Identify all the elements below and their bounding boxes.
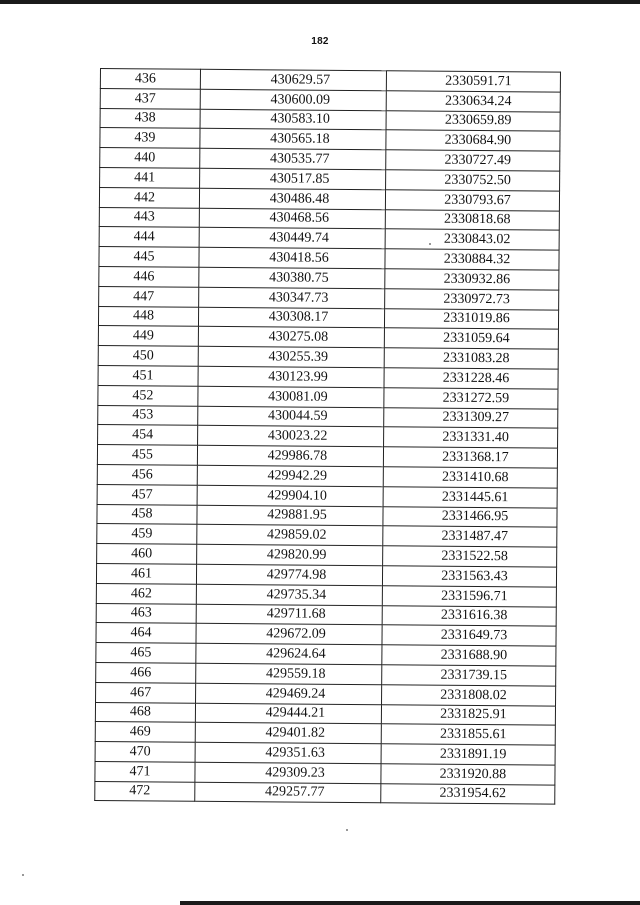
point-id-cell: 469	[95, 722, 195, 743]
x-coordinate-cell: 430468.56	[199, 208, 385, 229]
y-coordinate-cell: 2331019.86	[384, 308, 558, 329]
point-id-cell: 442	[99, 187, 199, 208]
x-coordinate-cell: 430347.73	[199, 287, 385, 308]
x-coordinate-cell: 429309.23	[195, 762, 381, 783]
point-id-cell: 462	[96, 583, 196, 604]
y-coordinate-cell: 2331445.61	[383, 486, 557, 507]
y-coordinate-cell: 2330818.68	[385, 209, 559, 230]
y-coordinate-cell: 2330884.32	[385, 249, 559, 270]
y-coordinate-cell: 2330634.24	[386, 91, 560, 112]
point-id-cell: 468	[95, 702, 195, 723]
point-id-cell: 471	[95, 761, 195, 782]
coordinate-table-container	[94, 68, 560, 805]
x-coordinate-cell: 430418.56	[199, 247, 385, 268]
x-coordinate-cell: 429401.82	[195, 723, 381, 744]
point-id-cell: 472	[95, 781, 195, 802]
point-id-cell: 451	[98, 365, 198, 386]
page-number: 182	[311, 36, 329, 47]
x-coordinate-cell: 430583.10	[200, 109, 386, 130]
y-coordinate-cell: 2330972.73	[385, 289, 559, 310]
y-coordinate-cell: 2331309.27	[384, 407, 558, 428]
point-id-cell: 450	[98, 346, 198, 367]
x-coordinate-cell: 430255.39	[198, 346, 384, 367]
point-id-cell: 437	[100, 88, 200, 109]
point-id-cell: 454	[98, 425, 198, 446]
point-id-cell: 447	[99, 286, 199, 307]
x-coordinate-cell: 430535.77	[200, 148, 386, 169]
x-coordinate-cell: 429859.02	[197, 525, 383, 546]
y-coordinate-cell: 2331272.59	[384, 387, 558, 408]
y-coordinate-cell: 2330752.50	[386, 170, 560, 191]
x-coordinate-cell: 429735.34	[196, 584, 382, 605]
scan-speck	[346, 829, 348, 831]
y-coordinate-cell: 2331808.02	[382, 684, 556, 705]
y-coordinate-cell: 2331487.47	[383, 526, 557, 547]
x-coordinate-cell: 429257.77	[195, 782, 381, 803]
y-coordinate-cell: 2331616.38	[382, 605, 556, 626]
y-coordinate-cell: 2331410.68	[383, 467, 557, 488]
point-id-cell: 463	[96, 603, 196, 624]
y-coordinate-cell: 2331688.90	[382, 645, 556, 666]
y-coordinate-cell: 2331059.64	[384, 328, 558, 349]
coordinate-table	[94, 68, 561, 805]
x-coordinate-cell: 429624.64	[196, 643, 382, 664]
y-coordinate-cell: 2331596.71	[382, 585, 556, 606]
x-coordinate-cell: 430023.22	[198, 426, 384, 447]
y-coordinate-cell: 2330843.02	[385, 229, 559, 250]
y-coordinate-cell: 2330684.90	[386, 130, 560, 151]
coordinate-table-body	[95, 69, 561, 805]
y-coordinate-cell: 2331649.73	[382, 625, 556, 646]
x-coordinate-cell: 429881.95	[197, 505, 383, 526]
y-coordinate-cell: 2331466.95	[383, 506, 557, 527]
x-coordinate-cell: 429904.10	[197, 485, 383, 506]
x-coordinate-cell: 429351.63	[195, 742, 381, 763]
y-coordinate-cell: 2331368.17	[383, 447, 557, 468]
y-coordinate-cell: 2331891.19	[381, 744, 555, 765]
x-coordinate-cell: 430123.99	[198, 366, 384, 387]
point-id-cell: 449	[98, 326, 198, 347]
point-id-cell: 455	[97, 445, 197, 466]
y-coordinate-cell: 2331563.43	[382, 566, 556, 587]
point-id-cell: 470	[95, 742, 195, 763]
x-coordinate-cell: 430275.08	[198, 327, 384, 348]
point-id-cell: 440	[100, 148, 200, 169]
x-coordinate-cell: 429559.18	[196, 663, 382, 684]
x-coordinate-cell: 430517.85	[200, 168, 386, 189]
y-coordinate-cell: 2331083.28	[384, 348, 558, 369]
point-id-cell: 438	[100, 108, 200, 129]
point-id-cell: 465	[96, 643, 196, 664]
point-id-cell: 453	[98, 405, 198, 426]
x-coordinate-cell: 430600.09	[200, 89, 386, 110]
point-id-cell: 456	[97, 464, 197, 485]
y-coordinate-cell: 2331228.46	[384, 368, 558, 389]
point-id-cell: 436	[100, 69, 200, 90]
x-coordinate-cell: 429942.29	[197, 465, 383, 486]
y-coordinate-cell: 2330591.71	[386, 71, 560, 92]
y-coordinate-cell: 2330727.49	[386, 150, 560, 171]
x-coordinate-cell: 430449.74	[199, 228, 385, 249]
x-coordinate-cell: 430308.17	[198, 307, 384, 328]
x-coordinate-cell: 430380.75	[199, 267, 385, 288]
x-coordinate-cell: 429469.24	[196, 683, 382, 704]
point-id-cell: 444	[99, 227, 199, 248]
y-coordinate-cell: 2331920.88	[381, 764, 555, 785]
y-coordinate-cell: 2331825.91	[381, 704, 555, 725]
scan-speck	[429, 243, 431, 245]
x-coordinate-cell: 429820.99	[197, 544, 383, 565]
x-coordinate-cell: 429986.78	[197, 445, 383, 466]
scan-bottom-edge	[180, 901, 640, 905]
scan-speck	[22, 874, 24, 876]
point-id-cell: 441	[100, 167, 200, 188]
table-row	[95, 781, 555, 804]
y-coordinate-cell: 2331331.40	[384, 427, 558, 448]
x-coordinate-cell: 429774.98	[196, 564, 382, 585]
point-id-cell: 439	[100, 128, 200, 149]
point-id-cell: 467	[96, 682, 196, 703]
point-id-cell: 448	[98, 306, 198, 327]
y-coordinate-cell: 2330793.67	[385, 190, 559, 211]
point-id-cell: 445	[99, 247, 199, 268]
scan-top-edge	[0, 0, 640, 4]
point-id-cell: 458	[97, 504, 197, 525]
x-coordinate-cell: 430486.48	[199, 188, 385, 209]
point-id-cell: 457	[97, 484, 197, 505]
x-coordinate-cell: 429711.68	[196, 604, 382, 625]
point-id-cell: 443	[99, 207, 199, 228]
y-coordinate-cell: 2330932.86	[385, 269, 559, 290]
point-id-cell: 452	[98, 385, 198, 406]
y-coordinate-cell: 2331739.15	[382, 665, 556, 686]
x-coordinate-cell: 429444.21	[195, 703, 381, 724]
point-id-cell: 461	[96, 563, 196, 584]
point-id-cell: 460	[97, 544, 197, 565]
y-coordinate-cell: 2331522.58	[383, 546, 557, 567]
point-id-cell: 446	[99, 266, 199, 287]
x-coordinate-cell: 430565.18	[200, 129, 386, 150]
y-coordinate-cell: 2331855.61	[381, 724, 555, 745]
point-id-cell: 459	[97, 524, 197, 545]
x-coordinate-cell: 429672.09	[196, 624, 382, 645]
point-id-cell: 466	[96, 662, 196, 683]
x-coordinate-cell: 430044.59	[198, 406, 384, 427]
x-coordinate-cell: 430081.09	[198, 386, 384, 407]
point-id-cell: 464	[96, 623, 196, 644]
y-coordinate-cell: 2330659.89	[386, 110, 560, 131]
y-coordinate-cell: 2331954.62	[381, 783, 555, 804]
x-coordinate-cell: 430629.57	[200, 69, 386, 90]
